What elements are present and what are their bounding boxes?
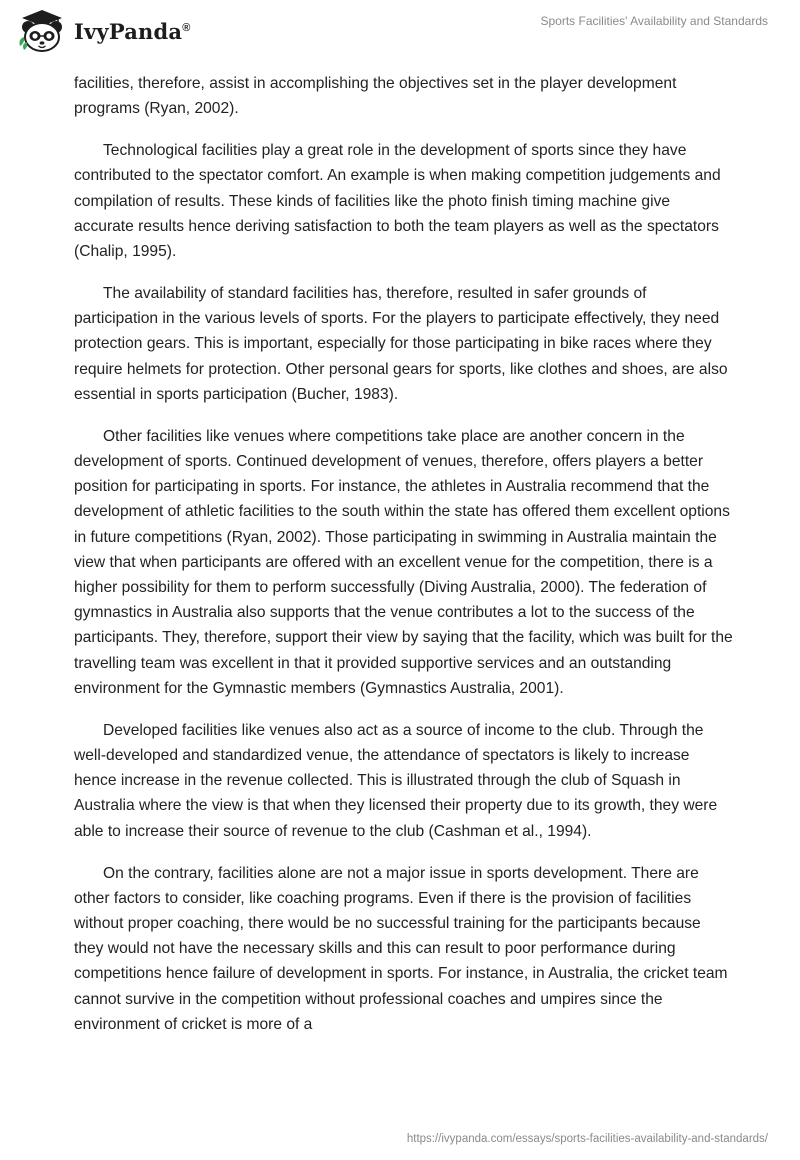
paragraph: facilities, therefore, assist in accomplishing the objectives set in the player development programs (Ryan, 2002). (74, 75, 677, 118)
paragraph: Other facilities like venues where competitions take place are another concern in the development of sports. Continued development of venues, therefore, offers players a better position for participating in sports. For instance, the athletes in Australia recommend that the development of athletic facilities to the south within the state has offered them excellent options in future competitions (Ryan, 2002). Those participating in swimming in Australia maintain the view that when participants are offered with an excellent venue for the competition, there is a higher possibility for them to perform successfully (Diving Australia, 2000). The federation of gymnastics in Australia also supports that the venue contributes a lot to the success of the participants. They, therefore, support their view by saying that the facility, which was built for the travelling team was excellent in that it provided supportive services and an outstanding environment for the Gymnastic members (Gymnastics Australia, 2001). (74, 427, 733, 697)
paragraph: On the contrary, facilities alone are not a major issue in sports development. There are other factors to consider, like coaching programs. Even if there is the provision of facilities without proper coaching, there would be no successful training for the participants because they would not have the necessary skills and this can result to poor performance during competitions hence failure of development in sports. For instance, in Australia, the cricket team cannot survive in the competition without professional coaches and umpires since the environment of cricket is more of a (74, 864, 728, 1033)
paragraph: The availability of standard facilities has, therefore, resulted in safer grounds of participation in the various levels of sports. For the players to participate effectively, they need protection gears. This is important, especially for those participating in bike races where they require helmets for protection. Other personal gears for sports, like clothes and shoes, are also essential in sports participation (Bucher, 1983). (74, 285, 728, 403)
ivypanda-logo[interactable] (16, 8, 191, 54)
paragraph: Developed facilities like venues also act as a source of income to the club. Through the well-developed and standardized venue, the attendance of spectators is likely to increase hence increase in the revenue collected. This is illustrated through the club of Squash in Australia where the view is that when they licensed their property due to its growth, they were able to increase their source of revenue to the club (Cashman et al., 1994). (74, 721, 718, 840)
essay-body (74, 71, 734, 1054)
paragraph: Technological facilities play a great role in the development of sports since they have contributed to the spectator comfort. An example is when making competition judgements and compilation of results. These kinds of facilities like the photo finish timing machine give accurate results hence deriving satisfaction to both the team players as well as the spectators (Chalip, 1995). (74, 142, 721, 261)
page-header (0, 0, 800, 70)
document-title: Sports Facilities' Availability and Standards (540, 14, 768, 28)
brand-name: IvyPanda® (74, 18, 191, 44)
panda-logo-icon (16, 8, 68, 54)
source-url[interactable]: https://ivypanda.com/essays/sports-facilities-availability-and-standards/ (406, 1133, 768, 1145)
